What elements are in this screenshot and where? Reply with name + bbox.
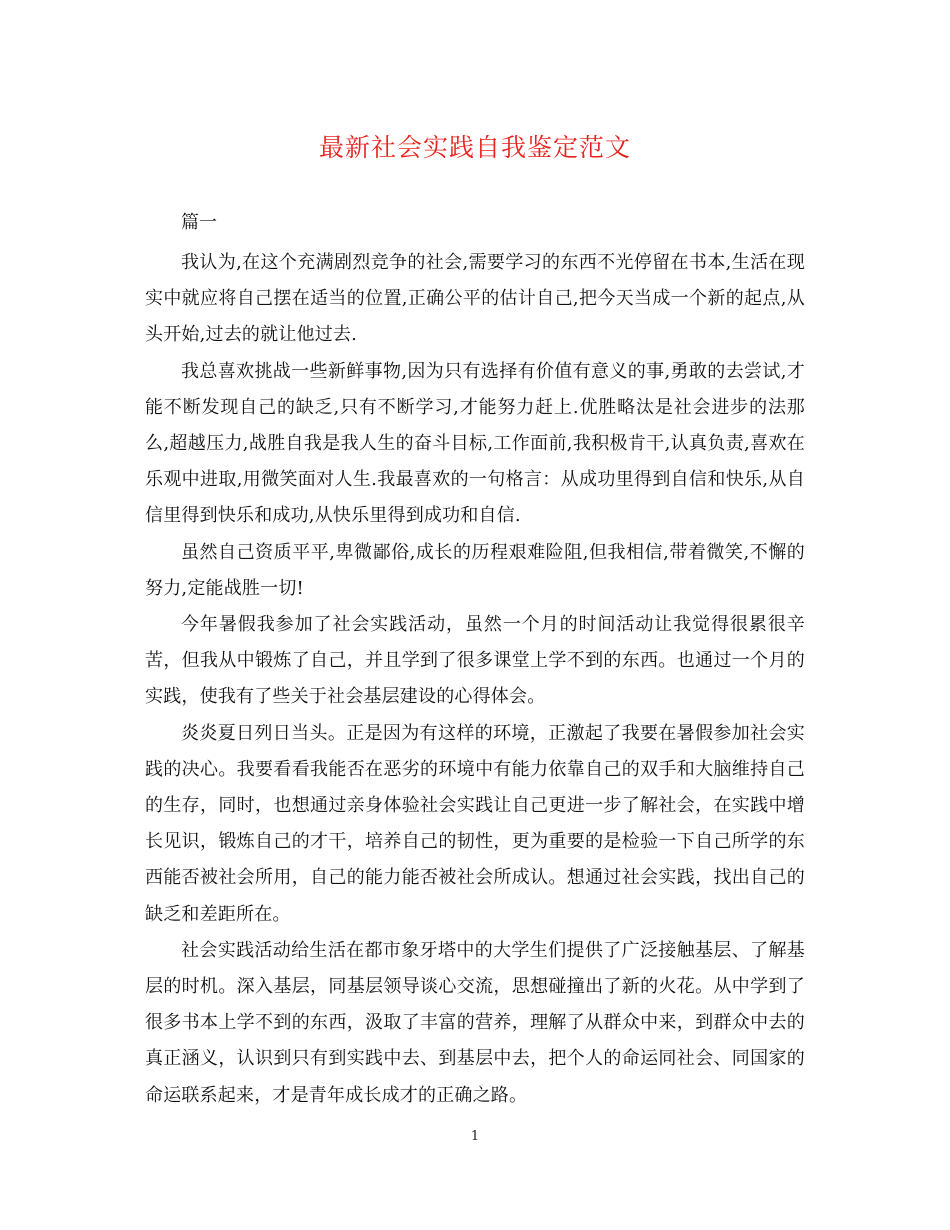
document-body <box>145 205 805 1114</box>
paragraph-3: 虽然自己资质平平,卑微鄙俗,成长的历程艰难险阻,但我相信,带着微笑,不懈的努力,定能战胜一切! <box>145 541 805 599</box>
paragraph-5: 炎炎夏日列日当头。正是因为有这样的环境，正激起了我要在暑假参加社会实践的决心。我要看看我能否在恶劣的环境中有能力依靠自己的双手和大脑维持自己的生存，同时，也想通过亲身体验社会实践让自己更进一步了解社会，在实践中增长见识，锻炼自己的才干，培养自己的韧性，更为重要的是检验一下自己所学的东西能否被社会所用，自己的能力能否被社会所成认。想通过社会实践，找出自己的缺乏和差距所在。 <box>145 722 805 925</box>
page-number: 1 <box>470 1129 480 1144</box>
paragraph-2: 我总喜欢挑战一些新鲜事物,因为只有选择有价值有意义的事,勇敢的去尝试,才能不断发现自己的缺乏,只有不断学习,才能努力赶上.优胜略汰是社会进步的法那么,超越压力,战胜自我是我人生的奋斗目标,工作面前,我积极肯干,认真负责,喜欢在乐观中进取,用微笑面对人生.我最喜欢的一句格言：从成功里得到自信和快乐,从自信里得到快乐和成功,从快乐里得到成功和自信. <box>145 360 805 527</box>
paragraph-4: 今年暑假我参加了社会实践活动，虽然一个月的时间活动让我觉得很累很辛苦，但我从中锻炼了自己，并且学到了很多课堂上学不到的东西。也通过一个月的实践，使我有了些关于社会基层建设的心得体会。 <box>145 614 805 708</box>
paragraph-6: 社会实践活动给生活在都市象牙塔中的大学生们提供了广泛接触基层、了解基层的时机。深入基层，同基层领导谈心交流，思想碰撞出了新的火花。从中学到了很多书本上学不到的东西，汲取了丰富的营养，理解了从群众中来，到群众中去的真正涵义，认识到只有到实践中去、到基层中去，把个人的命运同社会、同国家的命运联系起来，才是青年成长成才的正确之路。 <box>145 939 805 1106</box>
document-title: 最新社会实践自我鉴定范文 <box>318 133 631 162</box>
paragraph-1: 我认为,在这个充满剧烈竞争的社会,需要学习的东西不光停留在书本,生活在现实中就应将自己摆在适当的位置,正确公平的估计自己,把今天当成一个新的起点,从头开始,过去的就让他过去. <box>145 252 805 346</box>
section-label: 篇一 <box>181 212 217 233</box>
